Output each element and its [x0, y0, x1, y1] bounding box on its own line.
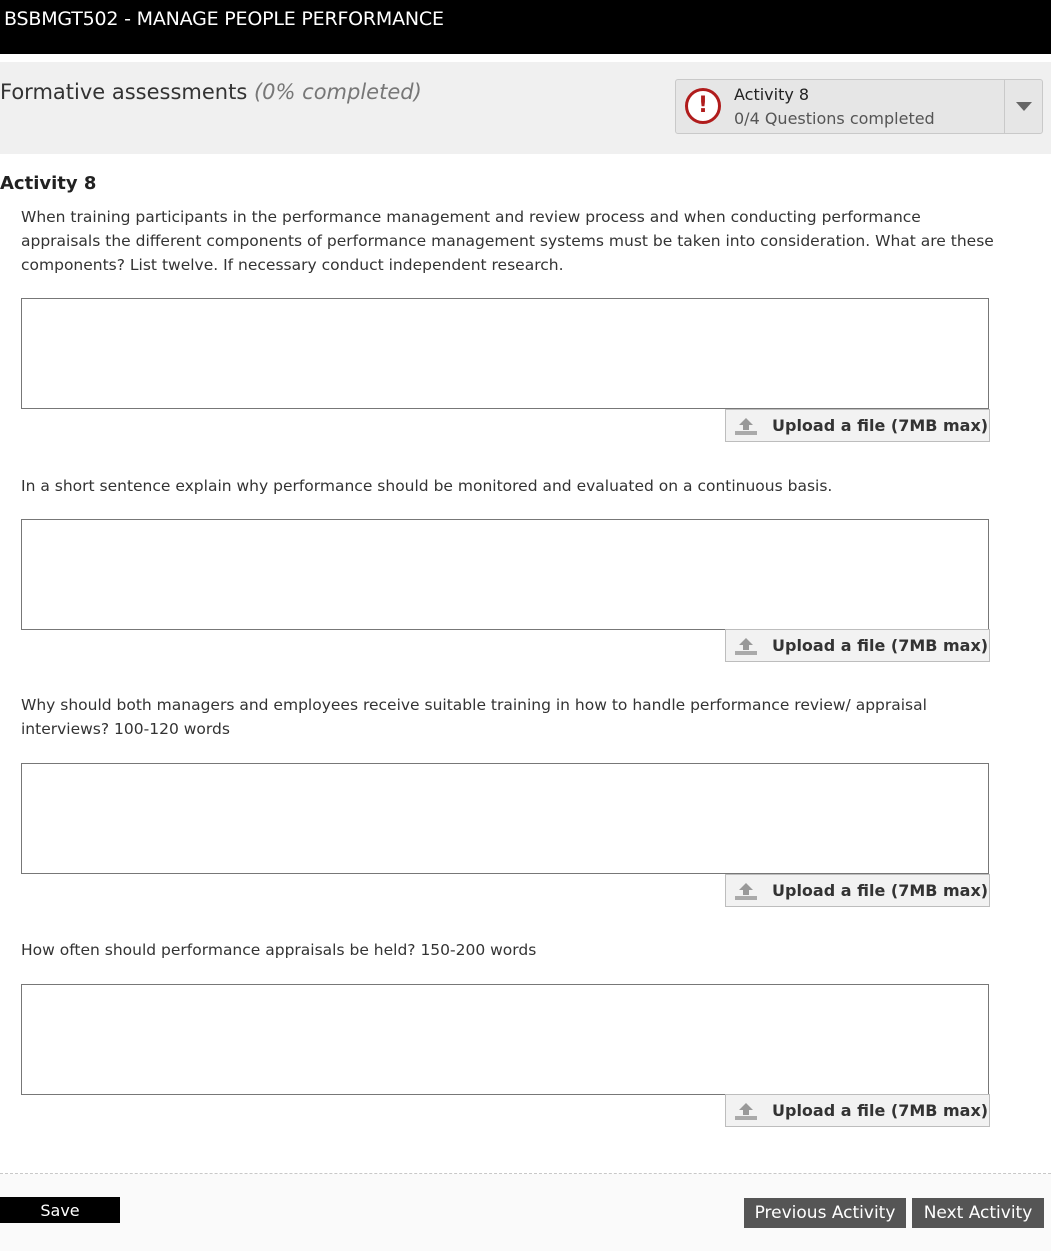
question-text: Why should both managers and employees receive suitable training in how to handle performance review/ appraisal interviews? 100-120 words [21, 696, 927, 738]
previous-activity-button[interactable]: Previous Activity [744, 1198, 906, 1228]
upload-label: Upload a file (7MB max) [772, 636, 989, 655]
answer-field[interactable] [21, 984, 989, 1095]
upload-label: Upload a file (7MB max) [772, 416, 989, 435]
activity-dropdown[interactable] [675, 79, 1043, 134]
alert-circle-icon: ! [685, 88, 721, 124]
answer-field[interactable] [21, 298, 989, 409]
upload-icon [734, 416, 758, 436]
answer-field[interactable] [21, 519, 989, 630]
upload-file-button[interactable] [725, 409, 990, 442]
upload-file-button[interactable] [725, 874, 990, 907]
upload-label: Upload a file (7MB max) [772, 881, 989, 900]
upload-icon [734, 1101, 758, 1121]
course-title-bar [0, 0, 1051, 54]
next-activity-button[interactable]: Next Activity [912, 1198, 1044, 1228]
save-button[interactable]: Save [0, 1197, 120, 1223]
question-text: When training participants in the performance management and review process and when conducting performance appraisals the different components of performance management systems must be taken into consideration. What are these components? List twelve. If necessary conduct independent research. [21, 208, 994, 274]
upload-label: Upload a file (7MB max) [772, 1101, 989, 1120]
question-text: In a short sentence explain why performance should be monitored and evaluated on a continuous basis. [21, 477, 833, 495]
completion-percent: (0% completed) [253, 80, 422, 104]
question-text: How often should performance appraisals be held? 150-200 words [21, 941, 537, 959]
answer-field[interactable] [21, 763, 989, 874]
upload-icon [734, 636, 758, 656]
section-heading: Activity 8 [0, 173, 97, 194]
dropdown-divider [1004, 80, 1005, 133]
upload-icon [734, 881, 758, 901]
assessment-status-title [0, 80, 422, 104]
activity-name: Activity 8 [734, 85, 810, 104]
upload-file-button[interactable] [725, 1094, 990, 1127]
upload-file-button[interactable] [725, 629, 990, 662]
chevron-down-icon[interactable] [1016, 102, 1032, 111]
activity-progress: 0/4 Questions completed [734, 109, 935, 128]
course-title: BSBMGT502 - MANAGE PEOPLE PERFORMANCE [4, 8, 444, 30]
assessment-label: Formative assessments [0, 80, 248, 104]
